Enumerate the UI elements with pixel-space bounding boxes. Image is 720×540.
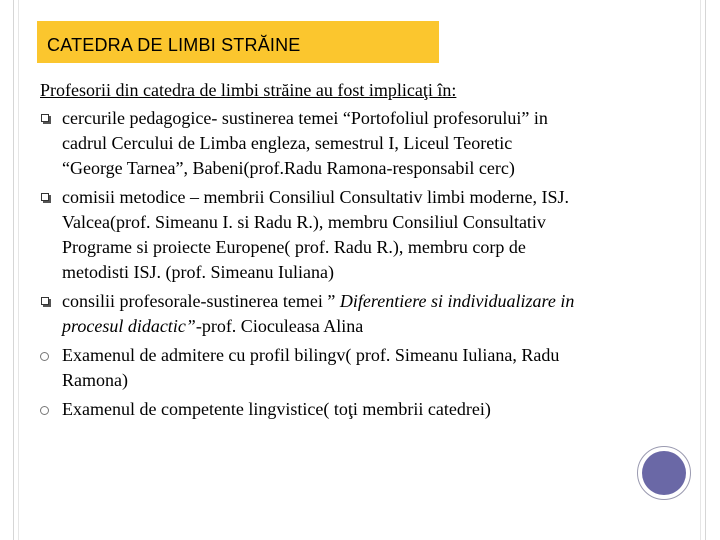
list-item-line: comisii metodice – membrii Consiliul Consultativ limbi moderne, ISJ. bbox=[62, 187, 569, 207]
list-item bbox=[40, 289, 660, 339]
list-item-line: Ramona) bbox=[62, 370, 128, 390]
title-banner bbox=[37, 21, 439, 63]
list-item-text: -prof. Cioculeasa Alina bbox=[195, 316, 364, 336]
list-item-line: cadrul Cercului de Limba engleza, semestrul I, Liceul Teoretic bbox=[62, 133, 513, 153]
list-item bbox=[40, 397, 660, 422]
list-item-italic-text: Diferentiere si individualizare in bbox=[335, 291, 575, 311]
intro-text: Profesorii din catedra de limbi străine au fost implicaţi în: bbox=[40, 80, 457, 100]
list-item-line bbox=[62, 314, 660, 339]
list-item-line: Programe si proiecte Europene( prof. Radu R.), membru corp de bbox=[62, 237, 526, 257]
circle-bullet-icon bbox=[40, 405, 50, 415]
list-item-line: cercurile pedagogice- sustinerea temei “Portofoliul profesorului” in bbox=[62, 108, 548, 128]
list-item bbox=[40, 106, 660, 181]
list-item-line: Valcea(prof. Simeanu I. si Radu R.), membru Consiliul Consultativ bbox=[62, 212, 546, 232]
bullet-list bbox=[40, 106, 660, 426]
list-item-italic-text: procesul didactic” bbox=[62, 316, 196, 336]
square-bullet-icon bbox=[40, 297, 50, 307]
slide-title: CATEDRA DE LIMBI STRĂINE bbox=[47, 35, 301, 55]
list-item-line: Examenul de admitere cu profil bilingv( prof. Simeanu Iuliana, Radu bbox=[62, 345, 560, 365]
circle-bullet-icon bbox=[40, 351, 50, 361]
list-item-line bbox=[62, 289, 660, 314]
list-item bbox=[40, 185, 660, 285]
square-bullet-icon bbox=[40, 193, 50, 203]
decorative-circle-icon bbox=[642, 451, 686, 495]
square-bullet-icon bbox=[40, 114, 50, 124]
list-item-line: “George Tarnea”, Babeni(prof.Radu Ramona-responsabil cerc) bbox=[62, 158, 515, 178]
list-item-line: metodisti ISJ. (prof. Simeanu Iuliana) bbox=[62, 262, 334, 282]
list-item bbox=[40, 343, 660, 393]
list-item-text: consilii profesorale-sustinerea temei ” bbox=[62, 291, 336, 311]
list-item-line: Examenul de competente lingvistice( toţi membrii catedrei) bbox=[62, 399, 491, 419]
